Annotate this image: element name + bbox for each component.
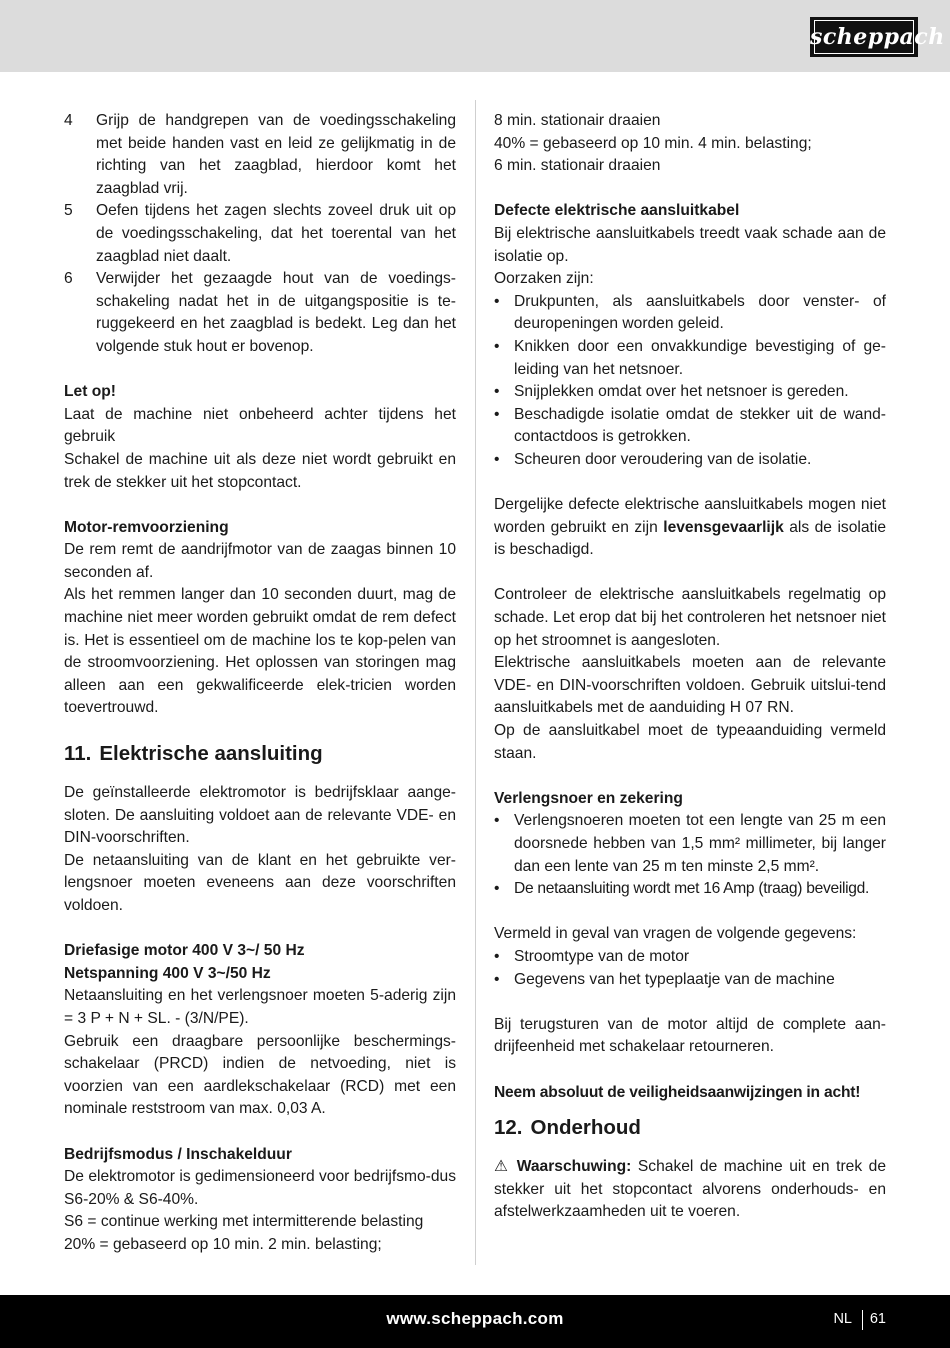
driefasig-paragraph: Netaansluiting en het verlengsnoer moeten 5-aderig zijn = 3 P + N + SL. - (3/N/PE). [64, 987, 456, 1027]
column-divider [475, 100, 476, 1265]
vermeld-paragraph: Vermeld in geval van vragen de volgende gegevens: [494, 925, 857, 943]
kabel-heading: Defecte elektrische aansluitkabel [494, 202, 740, 220]
numbered-step [64, 200, 456, 268]
step-number: 4 [64, 112, 73, 129]
controle-paragraph: Op de aansluitkabel moet de typeaanduiding vermeld staan. [494, 722, 886, 762]
step-number: 5 [64, 202, 73, 220]
section-11-heading [64, 740, 456, 768]
duty-line: 40% = gebaseerd op 10 min. 4 min. belasting; [494, 134, 812, 152]
driefasig-heading: Driefasige motor 400 V 3~/ 50 Hz [64, 942, 305, 960]
safety-notice: Neem absoluut de veiligheidsaanwijzingen in acht! [494, 1083, 861, 1101]
controle-paragraph: Controleer de elektrische aansluitkabels regelmatig op schade. Let erop dat bij het controleren het netsnoer niet op het stroomnet is aangesloten. [494, 586, 886, 649]
list-item: • Snijplekken omdat over het netsnoer is gereden. [494, 383, 849, 401]
motor-heading: Motor-remvoorziening [64, 518, 229, 536]
step-text: Grijp de handgrepen van de voedingsschakeling met beide handen vast en leid ze gelijkmatig in de richting van het zaagblad, hierdoor komt het zaagblad vrij. [96, 112, 456, 197]
numbered-step [64, 268, 456, 358]
page-number: 61 [869, 1311, 886, 1327]
letop-paragraph: Schakel de machine uit als deze niet wordt gebruikt en trek de stekker uit het stopcontact. [64, 450, 456, 491]
bedrijf-heading: Bedrijfsmodus / Inschakelduur [64, 1145, 292, 1163]
list-item: • Drukpunten, als aansluitkabels door venster- of deuropeningen worden geleid. [494, 292, 886, 333]
list-item: • De netaansluiting wordt met 16 Amp (traag) beveiligd. [494, 880, 870, 898]
controle-paragraph: Elektrische aansluitkabels moeten aan de relevante VDE- en DIN-voorschriften voldoen. Gebruik uitslui-tend aansluitkabels met de aanduiding H 07 RN. [494, 654, 886, 717]
motor-paragraph: De rem remt de aandrijfmotor van de zaagas binnen 10 seconden af. [64, 541, 456, 581]
terug-paragraph: Bij terugsturen van de motor altijd de complete aan-drijfeenheid met schakelaar retourneren. [494, 1015, 886, 1056]
bedrijf-paragraph: 20% = gebaseerd op 10 min. 2 min. belasting; [64, 1235, 382, 1253]
warning-icon: ⚠ [494, 1158, 511, 1176]
section-12-heading [494, 1114, 886, 1142]
list-item: • Stroomtype van de motor [494, 947, 690, 965]
warning-paragraph: ⚠ Waarschuwing: Schakel de machine uit en trek de stekker uit het stopcontact alvorens onderhouds- en afstelwerkzaamheden uit te voeren. [494, 1158, 886, 1221]
brand-logo: scheppach [810, 17, 918, 57]
section-title: Elektrische aansluiting [99, 742, 323, 766]
letop-paragraph: Laat de machine niet onbeheerd achter tijdens het gebruik [64, 405, 456, 446]
step-text: Oefen tijdens het zagen slechts zoveel druk uit op de voedingsschakeling, dat het toerental van het zaagblad niet daalt. [96, 202, 456, 265]
motor-paragraph: Als het remmen langer dan 10 seconden duurt, mag de machine niet meer worden gebruikt omdat de rem defect is. Het is essentieel om de machine los te kop-pelen van de stroomvoorziening. Het oplossen van storingen mag alleen aan een gekwalificeerde elek-tricien worden toevertrouwd. [64, 586, 456, 717]
verleng-heading: Verlengsnoer en zekering [494, 789, 683, 807]
step-number: 6 [64, 270, 73, 288]
page-header [0, 0, 950, 72]
s11-paragraph: De geïnstalleerde elektromotor is bedrijfsklaar aange-sloten. De aansluiting voldoet aan de relevante VDE- en DIN-voorschriften. [64, 784, 456, 847]
right-column [494, 110, 886, 1224]
bedrijf-paragraph: S6 = continue werking met intermitterende belasting [64, 1213, 424, 1231]
kabel-paragraph: Oorzaken zijn: [494, 270, 594, 288]
duty-line: 8 min. stationair draaien [494, 112, 661, 129]
step-text: Verwijder het gezaagde hout van de voedings-schakeling nadat het in de uitgangspositie is te-ruggekeerd en het zaagblad is bedekt. Leg dan het volgende stuk hout er bovenop. [96, 270, 456, 355]
netspanning-heading: Netspanning 400 V 3~/50 Hz [64, 964, 271, 982]
footer-url[interactable]: www.scheppach.com [386, 1309, 564, 1328]
list-item: • Scheuren door veroudering van de isolatie. [494, 450, 812, 468]
left-column [64, 110, 456, 1257]
kabel-paragraph: Bij elektrische aansluitkabels treedt vaak schade aan de isolatie op. [494, 224, 886, 265]
duty-line: 6 min. stationair draaien [494, 157, 661, 175]
driefasig-paragraph: Gebruik een draagbare persoonlijke beschermings-schakelaar (PRCD) indien de netvoeding, niet is voorzien van een aardlekschakelaar (RCD) met een nominale reststroom van max. 0,03 A. [64, 1032, 456, 1118]
section-number: 11. [64, 742, 92, 766]
language-code: NL [833, 1311, 852, 1327]
defect-paragraph: Dergelijke defecte elektrische aansluitkabels mogen niet worden gebruikt en zijn levensgevaarlijk als de isolatie is beschadigd. [494, 496, 886, 559]
s11-paragraph: De netaansluiting van de klant en het gebruikte ver-lengsnoer moeten eveneens aan deze voorschriften voldoen. [64, 851, 456, 914]
letop-heading: Let op! [64, 383, 116, 401]
footer-separator [862, 1310, 863, 1330]
numbered-step [64, 110, 456, 200]
bedrijf-paragraph: De elektromotor is gedimensioneerd voor bedrijfsmo-dus S6-20% & S6-40%. [64, 1168, 456, 1208]
list-item: • Beschadigde isolatie omdat de stekker uit de wand-contactdoos is getrokken. [494, 405, 886, 446]
list-item: • Verlengsnoeren moeten tot een lengte van 25 m een doorsnede hebben van 1,5 mm² millimeter, bij langer dan een lente van 25 m ten minste 2,5 mm². [494, 812, 886, 875]
list-item: • Gegevens van het typeplaatje van de machine [494, 970, 835, 988]
list-item: • Knikken door een onvakkundige bevestiging of ge-leiding van het netsnoer. [494, 337, 886, 378]
section-number: 12. [494, 1116, 523, 1140]
page-footer [0, 1295, 950, 1348]
section-title: Onderhoud [530, 1116, 641, 1140]
